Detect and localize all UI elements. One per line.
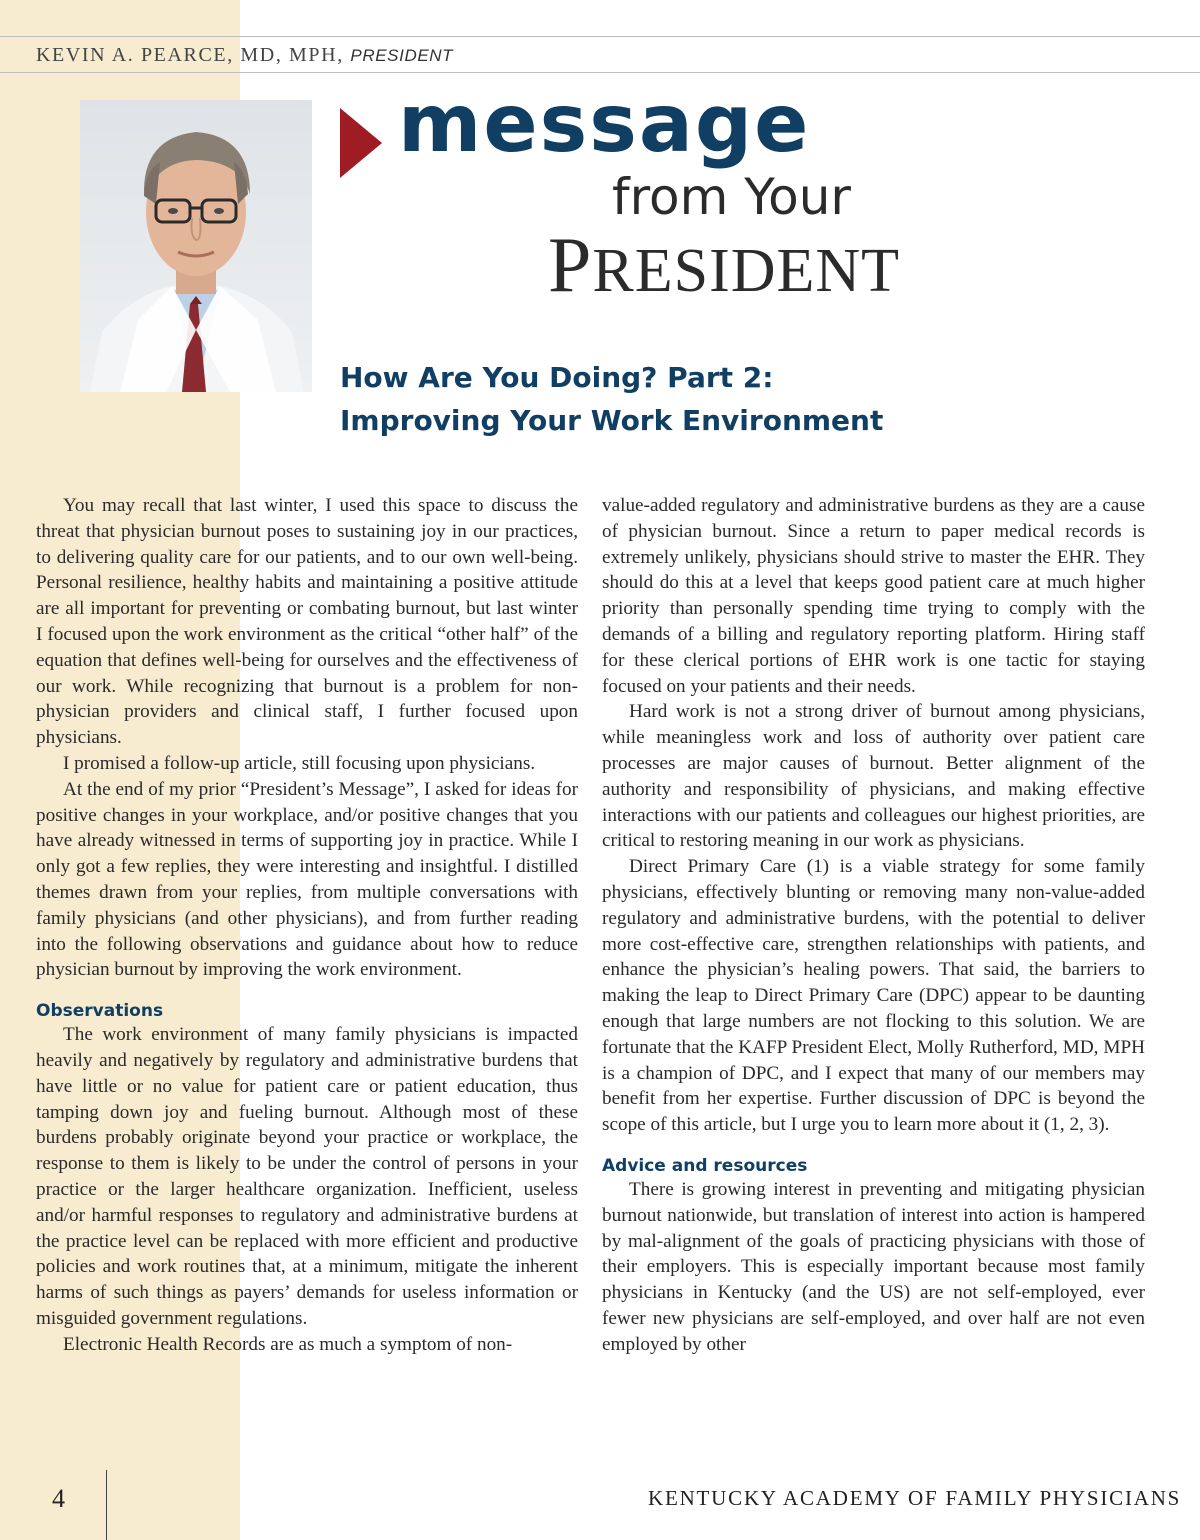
observations-heading: Observations bbox=[36, 1001, 164, 1022]
column2-paragraph-2: Direct Primary Care (1) is a viable strategy for some family physicians, effectively blunting or removing many non-value-added regulatory and administrative burdens, with the potential to deliver more cost-effective care, strengthen relationships with patients, and enhance the physician’s healing powers. That said, the barriers to making the leap to Direct Primary Care (DPC) appear to be daunting enough that large numbers are not flocking to this solution. We are fortunate that the KAFP President Elect, Molly Rutherford, MD, MPH is a champion of DPC, and I expect that many of our members may benefit from her expertise. Further discussion of DPC is beyond the scope of this article, but I urge you to learn more about it (1, 2, 3). bbox=[602, 856, 1145, 1136]
article-column-left bbox=[36, 493, 578, 1358]
header-rule-top bbox=[0, 36, 1200, 37]
header-rule-bottom bbox=[0, 72, 1200, 73]
masthead-president-rest: RESIDENT bbox=[592, 237, 901, 305]
masthead-from-your: from Your bbox=[612, 168, 851, 226]
intro-paragraph-3: At the end of my prior “President’s Message”, I asked for ideas for positive changes in your workplace, and/or positive changes that you have already witnessed in terms of supporting joy in practice. While I only got a few replies, they were interesting and insightful. I distilled themes drawn from your replies, from multiple conversations with family physicians (and other physicians), and from further reading into the following observations and guidance about how to reduce physician burnout by improving the work environment. bbox=[36, 778, 578, 981]
page-number: 4 bbox=[52, 1484, 65, 1513]
intro-paragraph-2: I promised a follow-up article, still focusing upon physicians. bbox=[63, 752, 536, 774]
subtitle-line-2: Improving Your Work Environment bbox=[340, 404, 884, 437]
observations-paragraph-2: Electronic Health Records are as much a symptom of non- bbox=[63, 1333, 513, 1355]
masthead-president-initial: P bbox=[548, 221, 593, 308]
author-photo bbox=[80, 100, 312, 392]
masthead-message: message bbox=[398, 77, 811, 170]
article-subtitle bbox=[340, 356, 883, 442]
section-spacer bbox=[36, 983, 578, 1000]
advice-heading: Advice and resources bbox=[602, 1155, 808, 1176]
author-byline bbox=[36, 44, 453, 67]
subtitle-line-1: How Are You Doing? Part 2: bbox=[340, 361, 774, 394]
footer-divider bbox=[106, 1470, 107, 1540]
article-column-right bbox=[602, 493, 1145, 1358]
author-role: PRESIDENT bbox=[350, 46, 454, 65]
portrait-illustration bbox=[80, 100, 312, 392]
advice-paragraph-1: There is growing interest in preventing and mitigating physician burnout nationwide, but translation of interest into action is hampered by mal-alignment of the goals of practicing physicians with those of their employers. This is especially important because most family physicians in Kentucky (and the US) are not self-employed, ever fewer new physicians are self-employed, and over half are not even employed by other bbox=[602, 1178, 1145, 1355]
author-name: KEVIN A. PEARCE, MD, MPH, bbox=[36, 44, 344, 66]
publication-name: KENTUCKY ACADEMY OF FAMILY PHYSICIANS bbox=[648, 1486, 1182, 1510]
observations-paragraph-1: The work environment of many family physicians is impacted heavily and negatively by regulatory and administrative burdens that have little or no value for patient care or patient education, thus tamping down joy and fueling burnout. Although most of these burdens probably originate beyond your practice or workplace, the response to them is likely to be under the control of persons in your practice or the larger healthcare organization. Inefficient, useless and/or harmful responses to regulatory and administrative burdens at the practice level can be replaced with more efficient and productive policies and work routines that, at a minimum, mitigate the inherent harms of such things as payers’ demands for useless information or misguided government regulations. bbox=[36, 1024, 578, 1329]
masthead-arrow-icon bbox=[340, 108, 382, 178]
intro-paragraph-1: You may recall that last winter, I used this space to discuss the threat that physician burnout poses to sustaining joy in our practices, to delivering quality care for our patients, and to our own well-being. Personal resilience, healthy habits and maintaining a positive attitude are all important for preventing or combating burnout, but last winter I focused upon the work environment as the critical “other half” of the equation that defines well-being for ourselves and the effectiveness of our work. While recognizing that burnout is a problem for non-physician providers and clinical staff, I further focused upon physicians. bbox=[36, 495, 578, 749]
continued-paragraph: value-added regulatory and administrative burdens as they are a cause of physician burnout. Since a return to paper medical records is extremely unlikely, physicians should strive to master the EHR. They should do this at a level that keeps good patient care at much higher priority than personally spending time trying to comply with the demands of a billing and regulatory reporting platform. Hiring staff for these clerical portions of EHR work is one tactic for staying focused on your patients and their needs. bbox=[602, 495, 1145, 697]
column2-paragraph-1: Hard work is not a strong driver of burnout among physicians, while meaningless work and loss of authority over patient care processes are major causes of burnout. Better alignment of the authority and responsibility of physicians, and making effective interactions with our patients and colleagues our highest priorities, are critical to restoring meaning in our work as physicians. bbox=[602, 701, 1145, 852]
section-spacer bbox=[602, 1138, 1145, 1155]
masthead-president bbox=[548, 221, 901, 308]
